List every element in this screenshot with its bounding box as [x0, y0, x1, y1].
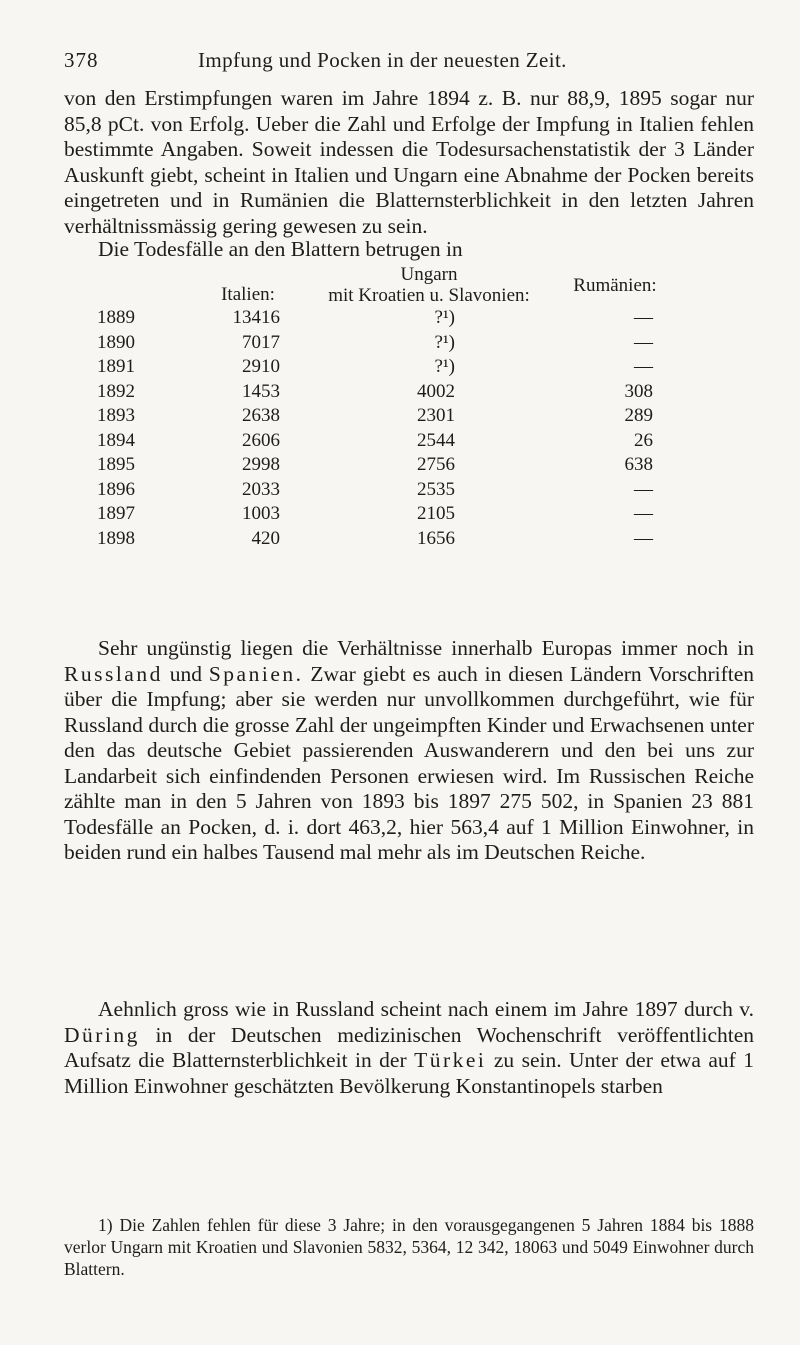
- header-italy: Italien:: [221, 284, 275, 305]
- year-cell: 1895: [97, 454, 135, 475]
- italy-cell: 420: [251, 527, 280, 549]
- paragraph-2-text-b: Zwar giebt es auch in diesen Ländern Vorschriften über die Impfung; aber sie werden nur unvollkommen durchgeführt, wie für Russland durch die grosse Zahl der ungeimpften Kinder und Erwachsenen unter den das deutsche Gebiet passierenden Auswanderern und den bei uns zur Landarbeit sich einfindenden Personen erwiesen wird. Im Russischen Reiche zählte man in den 5 Jahren von 1893 bis 1897 275 502, in Spanien 23 881 Todesfälle an Pocken, d. i. dort 463,2, hier 563,4 auf 1 Million Einwohner, in beiden rund ein halbes Tausend mal mehr als im Deutschen Reiche.: [64, 661, 755, 864]
- romania-cell: 638: [624, 454, 653, 475]
- emphasis-author: Düring: [64, 1022, 140, 1047]
- paragraph-2-und: und: [169, 661, 202, 686]
- hungary-cell: 2535: [417, 478, 455, 500]
- year-cell: 1891: [97, 356, 135, 377]
- year-cell: 1890: [97, 331, 135, 353]
- emphasis-tuerkei: Türkei: [414, 1048, 487, 1072]
- romania-cell: —: [634, 331, 653, 353]
- footnote: 1) Die Zahlen fehlen für diese 3 Jahre; in den vorausgegangenen 5 Jahren 1884 bis 1888 verlor Ungarn mit Kroatien und Slavonien 5832, 5364, 12 342, 18063 und 5049 Einwohner durch Blattern.: [64, 1215, 754, 1279]
- italy-cell: 2033: [242, 478, 280, 500]
- hungary-cell: 1656: [417, 527, 455, 549]
- romania-cell: 308: [624, 380, 653, 402]
- table-intro: Die Todesfälle an den Blattern betrugen in: [98, 237, 463, 261]
- header-hungary-line1: Ungarn: [400, 264, 458, 285]
- hungary-cell: 2756: [417, 454, 455, 475]
- year-cell: 1889: [97, 307, 135, 328]
- paragraph-3-text-a: Aehnlich gross wie in Russland scheint nach einem im Jahre 1897 durch v.: [98, 997, 754, 1021]
- header-hungary-line2: mit Kroatien u. Slavonien:: [328, 285, 530, 306]
- year-cell: 1897: [97, 503, 135, 524]
- running-title: Impfung und Pocken in der neuesten Zeit.: [198, 48, 567, 72]
- italy-cell: 1453: [242, 380, 280, 402]
- hungary-cell: ?¹): [434, 307, 455, 328]
- year-cell: 1894: [97, 429, 135, 451]
- italy-cell: 13416: [232, 307, 280, 328]
- italy-cell: 2998: [242, 454, 280, 475]
- paragraph-2-text-a: Sehr ungünstig liegen die Verhältnisse innerhalb Europas immer noch in: [98, 636, 754, 660]
- italy-cell: 2606: [242, 429, 280, 451]
- romania-cell: —: [634, 307, 653, 328]
- year-cell: 1896: [97, 478, 135, 500]
- romania-cell: —: [634, 356, 653, 377]
- hungary-cell: 2544: [417, 429, 455, 451]
- italy-cell: 7017: [242, 331, 280, 353]
- emphasis-spanien: Spanien.: [208, 661, 304, 686]
- paragraph-3-text-c: zu sein. Unter der etwa auf 1 Million Einwohner geschätzten Bevölkerung Konstantinopels starben: [64, 1048, 755, 1098]
- year-cell: 1892: [97, 380, 135, 402]
- hungary-cell: 4002: [417, 380, 455, 402]
- paragraph-3: [64, 997, 754, 1099]
- italy-cell: 2638: [242, 405, 280, 426]
- year-cell: 1898: [97, 527, 135, 549]
- hungary-cell: ?¹): [434, 331, 455, 353]
- hungary-cell: 2301: [417, 405, 455, 426]
- italy-cell: 1003: [242, 503, 280, 524]
- paragraph-1: von den Erstimpfungen waren im Jahre 1894 z. B. nur 88,9, 1895 sogar nur 85,8 pCt. von Erfolg. Ueber die Zahl und Erfolge der Impfung in Italien fehlen bestimmte Angaben. Soweit indessen die Todesursachenstatistik der 3 Länder Auskunft giebt, scheint in Italien und Ungarn eine Abnahme der Pocken bereits eingetreten und in Rumänien die Blatternsterblichkeit in den letzten Jahren verhältnissmässig gering gewesen zu sein.: [64, 86, 754, 238]
- italy-cell: 2910: [242, 356, 280, 377]
- romania-cell: —: [634, 478, 653, 500]
- hungary-cell: ?¹): [434, 356, 455, 377]
- romania-cell: 289: [624, 405, 653, 426]
- running-header: [64, 48, 754, 80]
- romania-cell: 26: [634, 429, 653, 451]
- paragraph-2: [64, 636, 754, 866]
- romania-cell: —: [634, 527, 653, 549]
- hungary-cell: 2105: [417, 503, 455, 524]
- emphasis-russland: Russland: [64, 661, 163, 686]
- page-number: 378: [64, 48, 99, 72]
- romania-cell: —: [634, 503, 653, 524]
- header-romania: Rumänien:: [573, 275, 657, 296]
- paragraph-3-text-b: in der Deutschen medizinischen Wochenschrift veröffentlichten Aufsatz die Blatternsterblichkeit in der: [64, 1022, 755, 1072]
- year-cell: 1893: [97, 405, 135, 426]
